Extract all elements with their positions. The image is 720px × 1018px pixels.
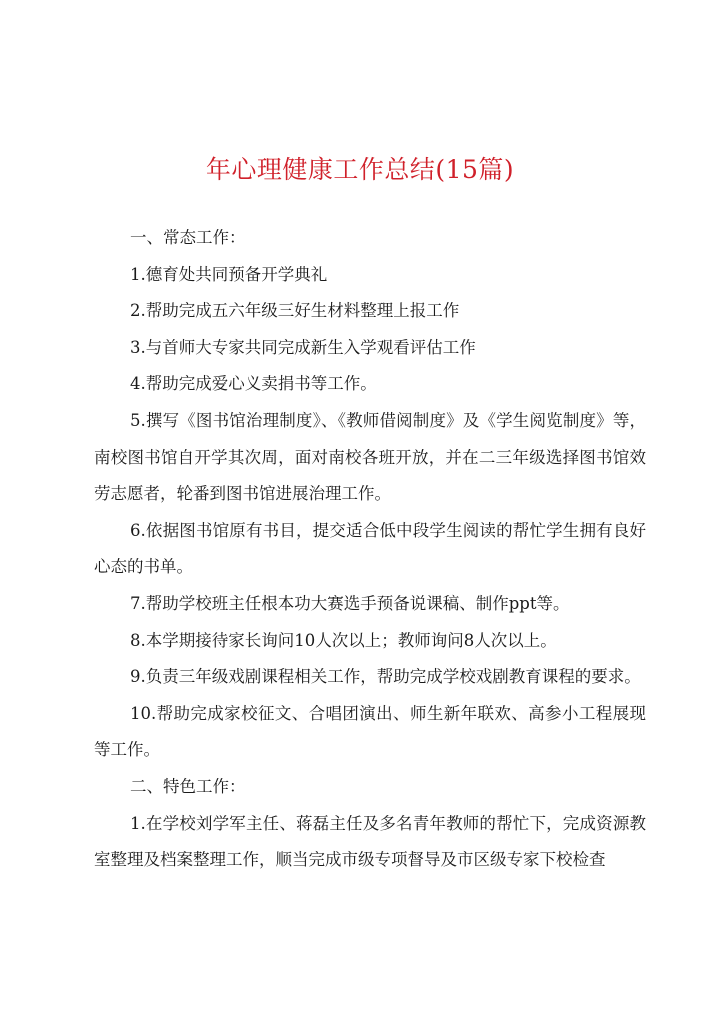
list-item: 4.帮助完成爱心义卖捐书等工作。 [130,374,377,394]
list-item: 1.德育处共同预备开学典礼 [130,264,328,284]
list-item: 7.帮助学校班主任根本功大赛选手预备说课稿、制作ppt等。 [130,593,570,613]
document-title: 年心理健康工作总结(15篇) [205,155,515,184]
list-item: 1.在学校刘学军主任、蒋磊主任及多名青年教师的帮忙下，完成资源教室整理及档案整理工作，顺当完成市级专项督导及市区级专家下校检查 [94,813,646,870]
section-heading-routine-work: 一、常态工作： [130,228,246,247]
list-item: 5.撰写《图书馆治理制度》、《教师借阅制度》及《学生阅览制度》等，南校图书馆自开学其次周，面对南校各班开放，并在二三年级选择图书馆效劳志愿者，轮番到图书馆进展治理工作。 [94,410,646,504]
section-heading-special-work: 二、特色工作： [130,776,246,796]
list-item: 9.负责三年级戏剧课程相关工作，帮助完成学校戏剧教育课程的要求。 [130,667,641,687]
list-item: 10.帮助完成家校征文、合唱团演出、师生新年联欢、高参小工程展现等工作。 [94,703,646,760]
document-body [94,220,646,879]
list-item: 8.本学期接待家长询问10人次以上；教师询问8人次以上。 [130,630,557,650]
list-item: 2.帮助完成五六年级三好生材料整理上报工作 [130,301,460,321]
list-item: 3.与首师大专家共同完成新生入学观看评估工作 [130,337,476,357]
list-item: 6.依据图书馆原有书目，提交适合低中段学生阅读的帮忙学生拥有良好心态的书单。 [94,520,646,577]
